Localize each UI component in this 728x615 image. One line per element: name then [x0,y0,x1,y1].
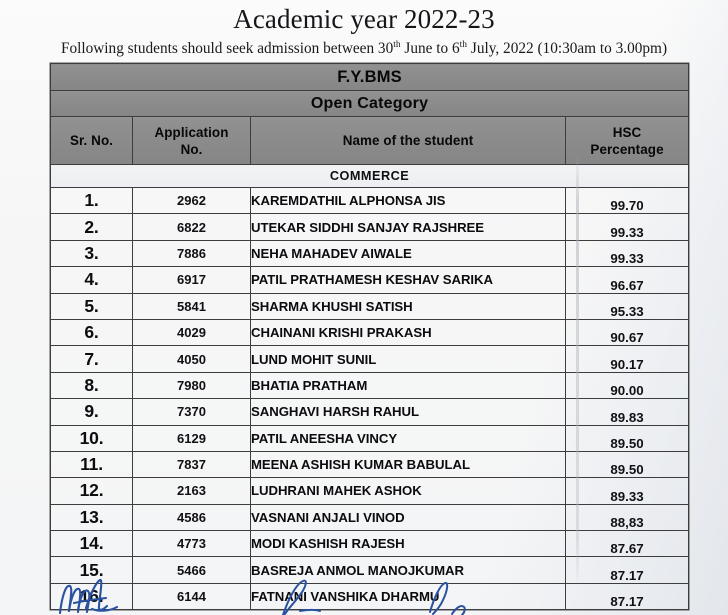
cell-sr-no: 2. [51,214,133,240]
cell-student-name: NEHA MAHADEV AIWALE [251,240,566,266]
table-row [51,240,689,266]
cell-sr-no: 15. [51,557,133,583]
cell-sr-no: 1. [51,188,133,214]
table-row [51,319,689,345]
notice-text-part-1: Following students should seek admission between 30 [60,40,394,57]
table-row [51,372,689,398]
table-row [51,451,689,477]
cell-student-name: CHAINANI KRISHI PRAKASH [251,319,566,345]
cell-hsc-percentage: 96.67 [566,267,689,293]
cell-student-name: SHARMA KHUSHI SATISH [251,293,566,319]
cell-application-no: 6917 [133,267,251,293]
column-header-hsc-percentage [566,117,689,165]
cell-application-no: 6822 [133,214,251,240]
cell-application-no: 7886 [133,240,251,266]
cell-sr-no: 6. [51,319,133,345]
cell-hsc-percentage: 95.33 [566,293,689,319]
cell-application-no: 6129 [133,425,251,451]
notice-text-part-2: June to 6 [400,40,460,57]
cell-student-name: PATIL ANEESHA VINCY [251,425,566,451]
cell-application-no: 2163 [133,478,251,504]
cell-hsc-percentage: 87.17 [566,557,689,583]
table-row [51,399,689,425]
cell-student-name: FATNANI VANSHIKA DHARMU [251,583,566,609]
table-row [51,478,689,504]
cell-student-name: SANGHAVI HARSH RAHUL [251,399,566,425]
column-header-application-no [133,117,251,165]
cell-student-name: KAREMDATHIL ALPHONSA JIS [251,188,566,214]
table-row [51,557,689,583]
table-header-program-row [51,64,689,91]
cell-application-no: 4029 [133,319,251,345]
cell-sr-no: 9. [51,399,133,425]
table-row [51,267,689,293]
cell-student-name: VASNANI ANJALI VINOD [251,504,566,530]
column-header-hsc-line1: HSC [612,124,642,140]
cell-sr-no: 4. [51,267,133,293]
admission-window-notice [0,39,728,58]
cell-application-no: 5841 [133,293,251,319]
cell-hsc-percentage: 90.17 [566,346,689,372]
program-title: F.Y.BMS [51,64,689,91]
table-column-header-row [51,117,689,165]
cell-sr-no: 16. [51,583,133,609]
cell-application-no: 4050 [133,346,251,372]
cell-hsc-percentage: 87.67 [566,531,689,557]
cell-hsc-percentage: 89.33 [566,478,689,504]
cell-hsc-percentage: 90.00 [566,372,689,398]
cell-hsc-percentage: 89.50 [566,425,689,451]
cell-hsc-percentage: 99.70 [566,188,689,214]
cell-sr-no: 13. [51,504,133,530]
cell-student-name: PATIL PRATHAMESH KESHAV SARIKA [251,267,566,293]
cell-student-name: BASREJA ANMOL MANOJKUMAR [251,557,566,583]
category-title: Open Category [51,91,689,117]
cell-hsc-percentage: 89.83 [566,399,689,425]
cell-sr-no: 8. [51,372,133,398]
cell-student-name: LUDHRANI MAHEK ASHOK [251,478,566,504]
cell-application-no: 7370 [133,399,251,425]
cell-sr-no: 5. [51,293,133,319]
column-header-application-line2: No. [180,141,203,157]
ordinal-suffix-30: th [393,39,401,50]
table-row [51,293,689,319]
stream-section-row [51,165,689,188]
cell-sr-no: 3. [51,240,133,266]
cell-application-no: 6144 [133,583,251,609]
cell-sr-no: 12. [51,478,133,504]
cell-application-no: 2962 [133,188,251,214]
cell-sr-no: 14. [51,531,133,557]
cell-sr-no: 7. [51,346,133,372]
cell-hsc-percentage: 88,83 [566,504,689,530]
cell-application-no: 7837 [133,451,251,477]
cell-hsc-percentage: 87.17 [566,583,689,609]
cell-sr-no: 10. [51,425,133,451]
table-row [51,504,689,530]
cell-student-name: LUND MOHIT SUNIL [251,346,566,372]
cell-student-name: UTEKAR SIDDHI SANJAY RAJSHREE [251,214,566,240]
cell-application-no: 5466 [133,557,251,583]
cell-student-name: BHATIA PRATHAM [251,372,566,398]
table-row [51,583,689,609]
merit-list-rows [51,188,689,610]
cell-sr-no: 11. [51,451,133,477]
table-row [51,188,689,214]
page-title: Academic year 2022-23 [233,4,495,34]
notice-text-part-3: July, 2022 (10:30am to 3.00pm) [467,40,668,57]
table-row [51,531,689,557]
merit-list-table [50,63,689,610]
column-header-hsc-line2: Percentage [590,141,664,157]
column-header-sr-no: Sr. No. [51,117,133,165]
column-header-application-line1: Application [154,124,229,140]
cell-hsc-percentage: 90.67 [566,319,689,345]
stream-label: COMMERCE [51,165,689,188]
table-row [51,346,689,372]
table-row [51,425,689,451]
cell-hsc-percentage: 89.50 [566,451,689,477]
cell-student-name: MODI KASHISH RAJESH [251,531,566,557]
cell-application-no: 4773 [133,531,251,557]
table-row [51,214,689,240]
cell-application-no: 4586 [133,504,251,530]
table-header-category-row [51,91,689,117]
cell-hsc-percentage: 99.33 [566,214,689,240]
cell-student-name: MEENA ASHISH KUMAR BABULAL [251,451,566,477]
column-header-student-name: Name of the student [251,117,566,165]
ordinal-suffix-6: th [459,39,468,50]
cell-hsc-percentage: 99.33 [566,240,689,266]
cell-application-no: 7980 [133,372,251,398]
